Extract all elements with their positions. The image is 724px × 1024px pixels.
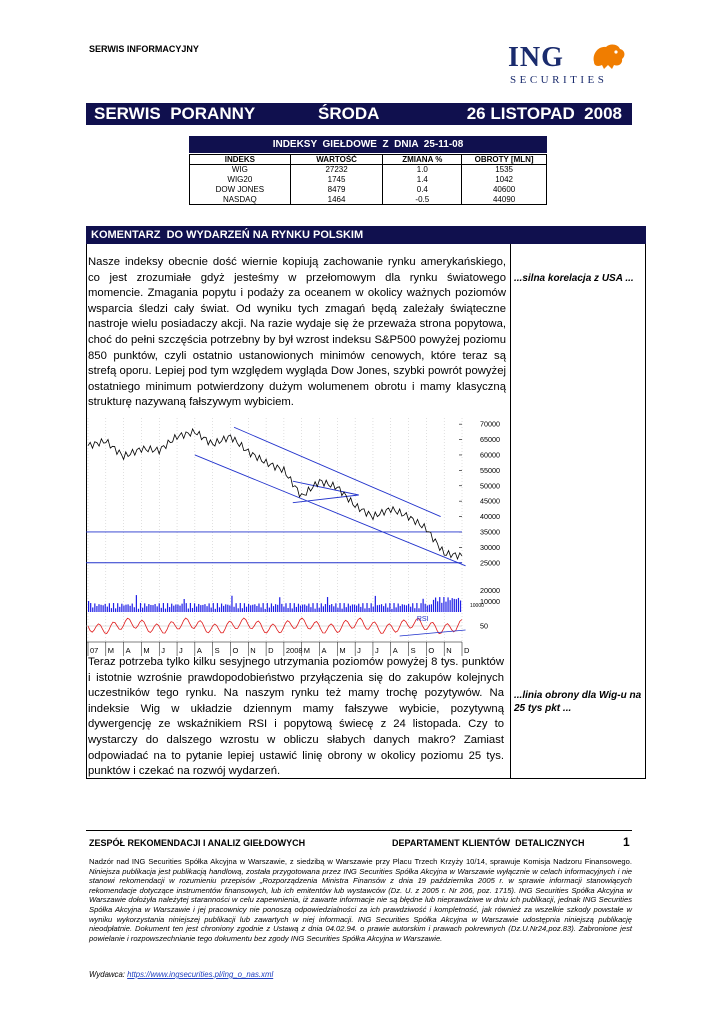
y-tick-label: 35000 [480,527,500,537]
volume-bar [277,605,278,612]
volume-bar [242,608,243,612]
volume-bar [273,606,274,612]
y-tick-label: 60000 [480,450,500,460]
volume-bar [123,605,124,612]
volume-bar [429,605,430,612]
logo-brand: ING [508,42,564,73]
y-tick-label: 40000 [480,512,500,522]
volume-bar [196,606,197,612]
volume-bar [319,608,320,612]
commentary-paragraph-2: Teraz potrzeba tylko kilku sesyjnego utrzymania poziomów powyżej 8 tys. punktów i istotnie wzrośnie prawdopodobieństwo przyłączenia się do zakupów kolejnych uczestników tego rynku. Na naszym rynku też mamy trochę pozytywów. Na indeksie Wig w układzie dziennym mamy fałszywe wybicie, pozytywną dywergencję ze wskaźnikiem RSI i popytową świecę z 24 listopada. Czy to wystarczy do dalszego wzrostu w obliczu słabych danych makro? Zamiast odpowiadać na to pytanie lepiej ustawić linię obrony w okolicy poziomu 25 tys. punktów i czekać na rozwój wydarzeń. [88,656,504,778]
volume-bar [404,605,405,612]
volume-tick-label: 20000 [480,586,500,595]
volume-bar [443,597,444,612]
x-tick-label: J [357,646,361,655]
volume-bar [418,608,419,612]
commentary-paragraph-1: Nasze indeksy obecnie dość wiernie kopiują zachowanie rynku amerykańskiego, co jest zrozumiałe gdyż jesteśmy w przełomowym dla rynku światowego momencie. Zmagania popytu i podaży za oceanem w okolicy ważnych poziomów wsparcia śledzi cały świat. Od wyniku tych zmagań będą zależały świąteczne nastroje wielu posiadaczy akcji. Na razie wydaje się że przeważa strona popytowa, choć do pełni szczęścia potrzebny by był wzrost indeksu S&P500 powyżej poziomu 850 punktów, czyli ostatnio ustanowionych minimów cenowych, które teraz są strefą oporu. Lepiej pod tym względem wygląda Dow Jones, szybki powrót powyżej ostatniego minimum potwierdzony dużym wolumenem obrotu i mamy klasyczną strukturę nazywaną fałszywym wybiciem. [88,256,506,409]
disclaimer-body: Niniejsza publikacja jest publikacją handlową, została przygotowana przez ING Securities Spółka Akcyjna w Warszawie wyłącznie w celach informacyjnych i nie stanowi rekomendacji w rozumieniu przepisów „Rozporządzenia Ministra Finansów z dnia 19 października 2005 r. w sprawie informacji stanowiących rekomendacje dotyczące instrumentów finansowych, lub ich emitentów lub wystawców (Dz. U. z 2005 r. Nr 206, poz. 1715). ING Securities Spółka Akcyjna w Warszawie dołożyła należytej staranności w celu zapewnienia, iż zawarte informacje nie są błędne lub nieprawdziwe w dniu ich publikacji, jednak ING Securities Spółka Akcyjna w Warszawie i jej pracownicy nie ponoszą odpowiedzialności za ich prawdziwość i kompletność, jak również za wszelkie szkody powstałe w wyniku wykorzystania niniejszej publikacji lub zawartych w niej informacji. ING Securities Spółka Akcyjna w Warszawie udostępnia niniejszą publikację nieodpłatnie. Dokument ten jest chroniony zgodnie z Ustawą z dnia 04.02.94. o prawie autorskim i prawach pokrewnych (Dz.U.Nr24,poz.83). Zabronione jest powielanie i rozpowszechnianie tego dokumentu bez zgody ING Securities Spółka Akcyjna w Warszawie. [89,866,632,943]
volume-bar [360,607,361,612]
volume-bar [300,606,301,612]
volume-bar [177,605,178,612]
volume-bar [198,604,199,612]
ing-securities-logo [508,40,638,90]
volume-bar [369,608,370,612]
volume-bar [134,607,135,612]
y-tick-label: 70000 [480,419,500,429]
side-note-2: ...linia obrony dla Wig-u na 25 tys pkt ... [514,690,642,714]
volume-bar [130,606,131,612]
volume-bar [113,603,114,612]
volume-bar [447,597,448,612]
table-cell: -0.5 [383,195,462,205]
volume-bar [248,604,249,612]
x-tick-label: M [107,646,115,655]
volume-bar [192,608,193,612]
column-divider [510,244,511,779]
publisher-line [89,970,273,979]
volume-bar [260,607,261,612]
disclaimer-supervision: Nadzór nad ING Securities Spółka Akcyjna w Warszawie, z siedzibą w Warszawie przy Placu Trzech Krzyży 10/14, sprawuje Komisja Nadzoru Finansowego. [89,857,632,866]
volume-bar [391,609,392,612]
volume-bar [398,603,399,612]
x-tick-label: O [428,646,435,655]
y-tick-label: 50000 [480,481,500,491]
volume-bar [416,603,417,612]
volume-bar [90,603,91,612]
volume-bar [290,603,291,612]
volume-bar [406,605,407,612]
volume-bar [121,604,122,612]
volume-bar [252,605,253,612]
volume-bar [88,601,89,612]
footer-divider [86,830,632,831]
side-note-1: ...silna korelacja z USA ... [514,273,634,284]
volume-bar [219,607,220,612]
volume-bar [144,603,145,612]
volume-bar [127,604,128,612]
x-tick-label: A [196,646,202,655]
volume-bar [393,603,394,612]
publisher-link[interactable]: https://www.ingsecurities.pl/ing_o_nas.xml [127,970,274,979]
rsi-tick-label: 50 [480,621,488,631]
volume-bar [452,598,453,612]
volume-bar [298,604,299,612]
column-header: WARTOŚĆ [290,155,383,165]
trend-line-upper [234,427,441,516]
volume-bar [150,605,151,612]
volume-bar [329,605,330,612]
volume-bar [281,604,282,612]
volume-bar [100,605,101,612]
x-tick-label: S [410,646,416,655]
volume-bar [354,605,355,612]
volume-bar [161,608,162,612]
volume-bar [119,607,120,612]
volume-bar [211,608,212,612]
volume-bar [125,605,126,612]
volume-bar [412,603,413,612]
table-row [190,175,547,185]
x-tick-label: J [374,646,379,655]
volume-bar [460,600,461,612]
volume-bar [435,598,436,612]
volume-bar [381,604,382,612]
publisher-label: Wydawca: [89,970,128,979]
volume-bar [383,606,384,612]
volume-bar [115,608,116,612]
volume-bar [98,604,99,612]
volume-bar [346,607,347,612]
volume-bar [450,600,451,612]
volume-bar [423,599,424,612]
trend-line-lower [195,455,466,566]
report-date: 26 LISTOPAD 2008 [466,104,622,123]
volume-bar [250,605,251,612]
volume-bar [420,603,421,612]
volume-bar [190,603,191,612]
volume-bar [306,606,307,612]
volume-bar [186,603,187,612]
volume-bar [364,608,365,612]
volume-bar [333,606,334,612]
table-cell: WIG [190,165,291,175]
volume-bar [188,609,189,612]
volume-bar [441,603,442,612]
volume-bar [427,605,428,612]
volume-bar [350,606,351,612]
volume-bar [269,608,270,612]
volume-bar [431,604,432,612]
y-tick-label: 55000 [480,465,500,475]
volume-bar [263,603,264,612]
volume-bar [458,598,459,612]
volume-bar [217,603,218,612]
volume-bar [148,604,149,612]
volume-bar [96,606,97,612]
volume-bar [132,604,133,612]
volume-bar [410,607,411,612]
volume-bar [389,603,390,612]
table-cell: 1.0 [383,165,462,175]
x-tick-label: M [339,646,346,655]
volume-bar [337,608,338,612]
volume-bar [138,609,139,612]
volume-bar [454,599,455,612]
column-header: OBROTY [MLN] [462,155,547,165]
x-tick-label: D [464,646,470,655]
volume-bar [339,603,340,612]
volume-bar [167,603,168,612]
volume-bar [285,603,286,612]
volume-small-label: 10000 [470,603,484,609]
volume-bar [358,604,359,612]
volume-bar [204,604,205,612]
page-number: 1 [623,835,630,849]
y-tick-label: 25000 [480,558,500,568]
volume-bar [400,606,401,612]
volume-bar [377,605,378,612]
volume-bar [402,604,403,612]
volume-bar [231,596,232,612]
volume-bar [344,603,345,612]
volume-bar [271,603,272,612]
volume-bar [287,608,288,612]
rsi-divergence-line [400,630,466,636]
volume-bar [256,606,257,612]
volume-bar [425,604,426,612]
volume-bar [362,603,363,612]
report-title: SERWIS PORANNY [94,104,256,123]
volume-bar [236,603,237,612]
volume-bar [146,606,147,612]
footer-team: ZESPÓŁ REKOMENDACJI I ANALIZ GIEŁDOWYCH [89,838,306,848]
table-cell: 44090 [462,195,547,205]
table-cell: 1745 [290,175,383,185]
table-row [190,185,547,195]
table-cell: 1535 [462,165,547,175]
volume-bar [165,609,166,612]
volume-bar [233,607,234,612]
volume-bar [283,607,284,612]
volume-bar [154,604,155,612]
table-cell: 27232 [290,165,383,175]
volume-bar [140,603,141,612]
volume-bar [325,604,326,612]
x-tick-label: A [392,646,398,655]
table-cell: DOW JONES [190,185,291,195]
volume-bar [439,597,440,612]
table-cell: NASDAQ [190,195,291,205]
volume-bar [171,604,172,612]
volume-bar [175,604,176,612]
volume-bar [182,604,183,612]
volume-bar [317,603,318,612]
rsi-label: RSI [416,616,429,623]
column-header: INDEKS [190,155,291,165]
volume-bar [296,607,297,612]
volume-bar [202,605,203,612]
volume-bar [292,608,293,612]
volume-bar [275,604,276,612]
volume-bar [348,604,349,612]
table-header-row [190,155,547,165]
volume-bar [304,604,305,612]
volume-bar [173,606,174,612]
volume-bar [240,603,241,612]
volume-bar [294,603,295,612]
volume-bar [327,597,328,612]
trend-line-mid2 [293,481,359,495]
volume-bar [206,606,207,612]
volume-bar [308,604,309,612]
legal-disclaimer [89,857,632,943]
volume-bar [221,604,222,612]
report-header [86,103,632,125]
volume-bar [107,607,108,612]
table-cell: 40600 [462,185,547,195]
column-header: ZMIANA % [383,155,462,165]
volume-bar [456,599,457,612]
table-cell: 8479 [290,185,383,195]
volume-bar [159,603,160,612]
x-tick-label: 2008 [285,646,303,655]
volume-bar [387,608,388,612]
y-tick-label: 30000 [480,542,500,552]
volume-bar [375,596,376,612]
table-cell: 1042 [462,175,547,185]
volume-bar [352,604,353,612]
x-tick-label: A [125,646,131,655]
logo-subtitle: SECURITIES [510,74,608,86]
volume-bar [302,605,303,612]
volume-bar [310,607,311,612]
volume-bar [433,600,434,612]
volume-bar [408,604,409,612]
volume-bar [341,609,342,612]
indices-table [189,154,547,205]
report-day: ŚRODA [318,104,380,123]
indices-caption: INDEKSY GIEŁDOWE Z DNIA 25-11-08 [189,136,547,153]
wig-price-chart [86,412,510,656]
volume-bar [331,604,332,612]
volume-bar [194,603,195,612]
commentary-title: KOMENTARZ DO WYDARZEŃ NA RYNKU POLSKIM [86,226,510,244]
volume-bar [209,603,210,612]
footer-department: DEPARTAMENT KLIENTÓW DETALICZNYCH [392,838,585,848]
volume-bar [356,606,357,612]
x-tick-label: O [232,646,239,655]
volume-bar [184,599,185,612]
x-tick-label: D [268,646,274,655]
volume-bar [238,608,239,612]
volume-bar [163,603,164,612]
volume-tick-label: 10000 [480,597,500,606]
document-category: SERWIS INFORMACYJNY [89,44,199,54]
volume-bar [109,603,110,612]
table-cell: 0.4 [383,185,462,195]
x-tick-label: N [250,646,256,655]
table-row [190,195,547,205]
table-cell: 1.4 [383,175,462,185]
volume-bar [169,607,170,612]
volume-bar [437,601,438,612]
volume-bar [111,608,112,612]
volume-bar [366,603,367,612]
volume-bar [117,603,118,612]
volume-bar [314,609,315,612]
volume-bar [157,606,158,612]
volume-bar [142,608,143,612]
volume-bar [258,603,259,612]
volume-bar [414,608,415,612]
volume-bar [213,603,214,612]
volume-bar [215,609,216,612]
volume-bar [229,605,230,612]
lion-icon [588,40,628,72]
x-tick-label: M [143,646,150,655]
price-line [88,429,462,559]
volume-bar [396,607,397,612]
x-tick-label: S [214,646,220,655]
volume-bar [254,604,255,612]
volume-bar [227,605,228,612]
x-tick-label: J [179,646,183,655]
volume-bar [321,603,322,612]
volume-bar [223,606,224,612]
y-tick-label: 45000 [480,496,500,506]
volume-bar [371,603,372,612]
volume-bar [105,604,106,612]
volume-bar [94,603,95,612]
volume-bar [152,605,153,612]
volume-bar [179,606,180,612]
volume-bar [103,605,104,612]
table-cell: 1464 [290,195,383,205]
x-tick-label: 07 [90,646,99,655]
volume-bar [136,595,137,612]
commentary-title-extension [510,226,646,244]
volume-bar [373,607,374,612]
volume-bar [267,603,268,612]
table-cell: WIG20 [190,175,291,185]
x-tick-label: N [446,646,452,655]
volume-bar [385,603,386,612]
volume-bar [200,605,201,612]
volume-bar [379,605,380,612]
volume-bar [265,609,266,612]
x-tick-label: A [321,646,327,655]
volume-bar [445,602,446,612]
volume-bar [279,597,280,612]
volume-bar [92,607,93,612]
table-row [190,165,547,175]
x-tick-label: J [161,646,165,655]
x-tick-label: M [303,646,310,655]
volume-bar [335,603,336,612]
volume-bar [225,604,226,612]
volume-bar [244,603,245,612]
volume-bar [246,607,247,612]
volume-bar [312,603,313,612]
volume-bar [323,606,324,612]
y-tick-label: 65000 [480,435,500,445]
